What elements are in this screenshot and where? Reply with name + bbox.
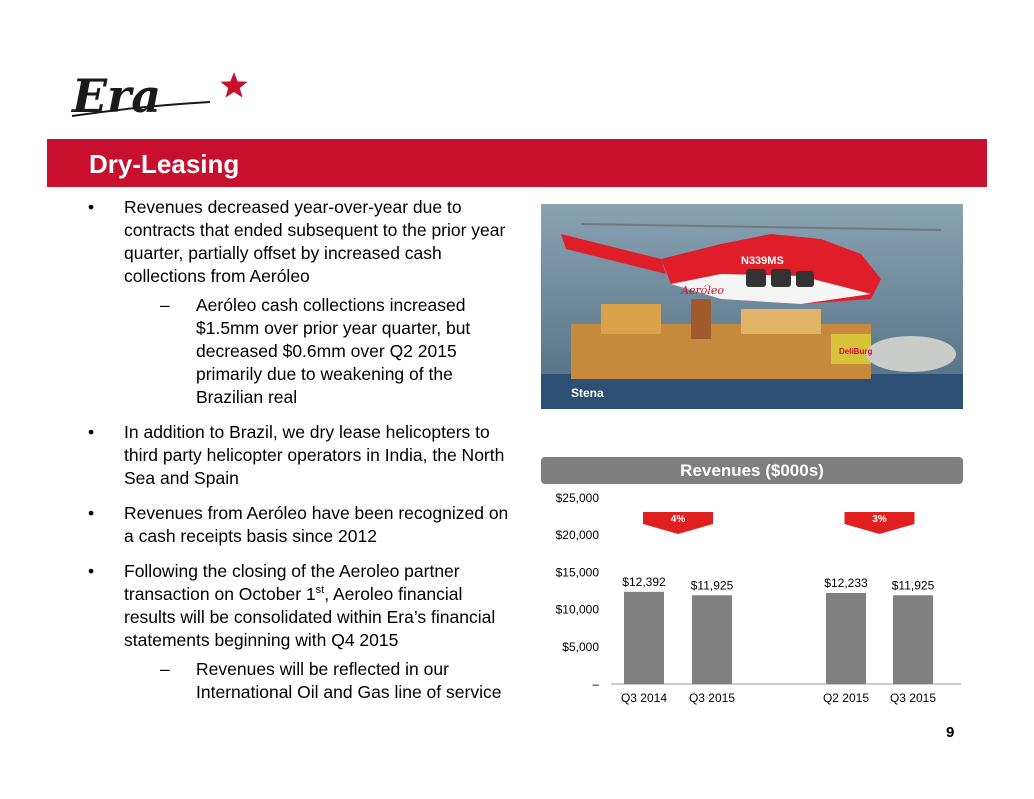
bullet-icon: • xyxy=(88,561,95,581)
bar-value-label: $12,233 xyxy=(824,575,868,590)
chart-header xyxy=(541,457,963,484)
y-tick-label: $25,000 xyxy=(555,491,599,505)
revenue-bar-chart xyxy=(541,484,971,714)
sub-bullet-text: Aeróleo cash collections increased $1.5mm over prior year quarter, but decreased $0.6mm over Q2 2015 primarily due to weakening of the Brazilian real xyxy=(196,295,471,407)
bar xyxy=(692,595,732,684)
bullet-item xyxy=(88,560,518,704)
arrow-label: 3% xyxy=(872,514,887,525)
logo-wordmark: Era xyxy=(72,69,162,122)
sub-bullet-item xyxy=(124,658,518,704)
bar xyxy=(624,592,664,684)
bullet-list xyxy=(88,196,518,716)
bullet-icon: • xyxy=(88,422,95,442)
livery-text: Aeróleo xyxy=(681,284,724,297)
bullet-text: In addition to Brazil, we dry lease helicopters to third party helicopter operators in India, the North Sea and Spain xyxy=(124,422,505,488)
star-icon xyxy=(220,72,247,98)
bar-value-label: $12,392 xyxy=(622,574,666,589)
era-logo xyxy=(70,66,250,122)
helicopter-photo xyxy=(541,204,963,409)
dash-icon: – xyxy=(160,659,170,679)
bar-value-label: $11,925 xyxy=(690,578,734,593)
bar xyxy=(826,593,866,684)
bar xyxy=(893,595,933,684)
y-tick-label: $20,000 xyxy=(555,528,599,543)
bullet-icon: • xyxy=(88,503,95,523)
bullet-icon: • xyxy=(88,197,95,217)
sub-bullet-item xyxy=(124,294,518,409)
bullet-item xyxy=(88,502,518,548)
bar-value-label: $11,925 xyxy=(891,578,935,593)
x-tick-label: Q3 2015 xyxy=(889,691,937,705)
registration-text: N339MS xyxy=(741,255,784,267)
bullet-text: Following the closing of the Aeroleo partner transaction on October 1st, Aeroleo financial results will be consolidated within Era’s financial statements beginning with Q4 2015 xyxy=(124,561,496,650)
bullet-item xyxy=(88,421,518,490)
slide-title: Dry-Leasing xyxy=(89,149,240,179)
deck-sign: DeliBurg xyxy=(839,347,873,356)
y-tick-label: $15,000 xyxy=(555,565,599,580)
arrow-label: 4% xyxy=(670,514,686,525)
title-bar xyxy=(47,139,987,187)
ship-name: Stena xyxy=(571,386,604,400)
y-tick-label: $5,000 xyxy=(562,639,599,654)
dash-icon: – xyxy=(160,295,170,315)
bullet-text: Revenues from Aeróleo have been recognized on a cash receipts basis since 2012 xyxy=(124,503,509,546)
x-tick-label: Q2 2015 xyxy=(822,691,870,705)
x-tick-label: Q3 2015 xyxy=(688,691,736,705)
bullet-item xyxy=(88,196,518,409)
y-tick-label: – xyxy=(592,677,599,691)
page-number: 9 xyxy=(946,724,955,741)
y-tick-label: $10,000 xyxy=(555,602,599,617)
x-tick-label: Q3 2014 xyxy=(620,691,668,705)
bullet-text: Revenues decreased year-over-year due to contracts that ended subsequent to the prior year quarter, partially offset by increased cash collections from Aeróleo xyxy=(124,197,506,286)
chart-header-text: Revenues ($000s) xyxy=(680,461,824,480)
sub-bullet-text: Revenues will be reflected in our International Oil and Gas line of service xyxy=(196,659,502,702)
